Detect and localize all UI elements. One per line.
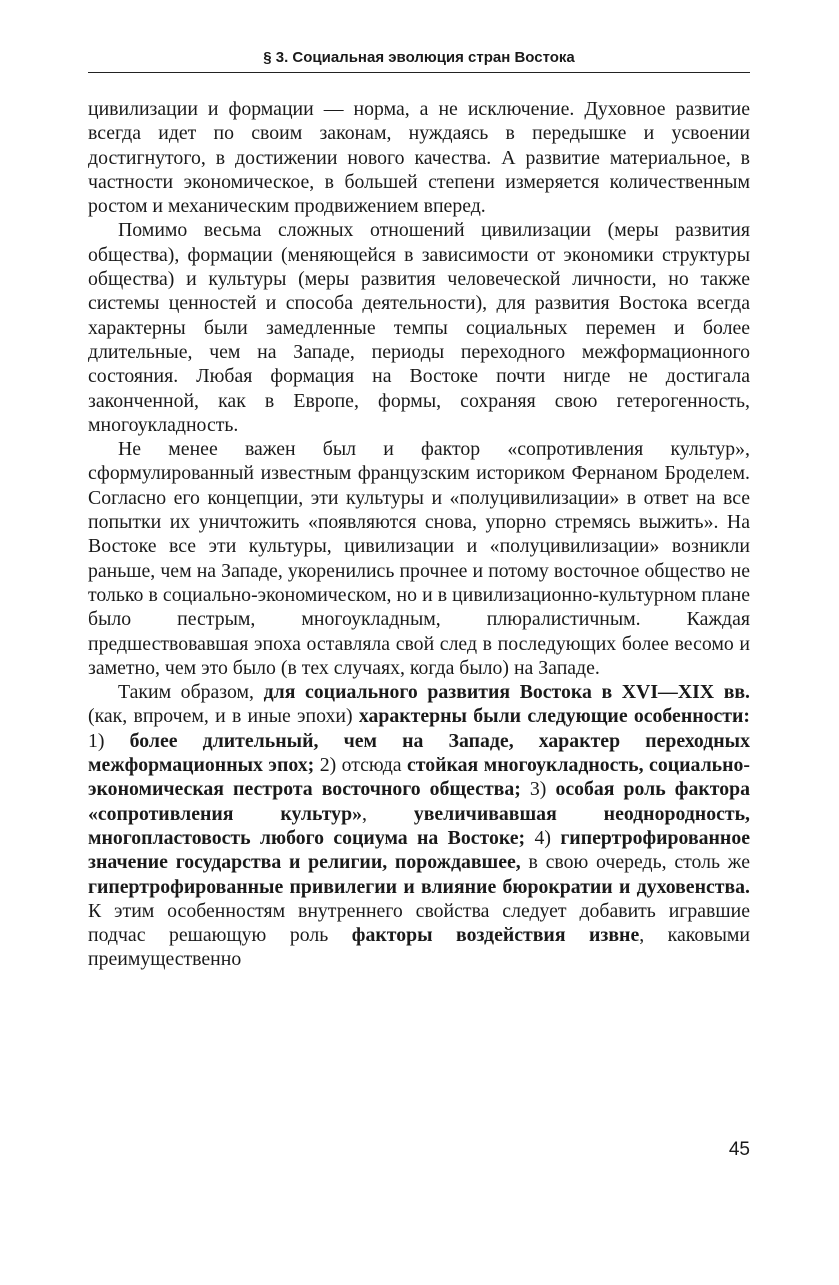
p4-text-9: К этим особенностям внутреннего свойства следует добавить игравшие подчас решающую роль (88, 899, 750, 947)
p4-text-3: 1) (88, 729, 130, 752)
header-rule (88, 72, 750, 73)
paragraph-1: цивилизации и формации — норма, а не исключение. Духовное развитие всегда идет по своим законам, нуждаясь в передышке и усвоении достигнутого, в достижении нового качества. А развитие материальное, в частности экономическое, в большей степени измеряется количественным ростом и механическим продвижением вперед. (88, 98, 750, 218)
p4-bold-1: для социального развития Востока в XVI—XIX вв. (263, 681, 751, 704)
p4-text-4: 2) отсюда (314, 754, 408, 777)
p4-bold-8: гипертрофированные привилегии и влияние бюрократии и духовенства. (88, 875, 750, 898)
p4-bold-3: более длительный, чем на Западе, характер переходных межформационных эпох; (88, 729, 750, 777)
page-number: 45 (728, 1139, 750, 1160)
p4-bold-5: особая роль фактора «сопротивления культур» (88, 778, 750, 825)
p4-bold-6: увеличивавшая неоднородность, многопластовость любого социума на Востоке; (88, 802, 750, 849)
p4-text-2: (как, впрочем, и в иные эпохи) (88, 705, 359, 728)
p4-bold-7: гипертрофированное значение государства и религии, порождавшее, (88, 826, 750, 874)
body-text (88, 97, 750, 972)
p4-bold-9: факторы воздействия извне (351, 924, 640, 947)
p4-text-5: 3) (520, 778, 556, 801)
p4-bold-4: стойкая многоукладность, социально-экономическая пестрота восточного общества; (88, 754, 751, 801)
p4-text-6: , (361, 802, 414, 825)
p4-text-7: 4) (525, 826, 561, 849)
p4-bold-2: характерны были следующие особенности: (358, 705, 751, 728)
p4-text-8: в свою очередь, столь же (520, 851, 750, 874)
paragraph-3: Не менее важен был и фактор «сопротивления культур», сформулированный известным французским историком Фернаном Броделем. Согласно его концепции, эти культуры и «полуцивилизации» в ответ на все попытки их уничтожить «появляются снова, упорно стремясь выжить». На Востоке все эти культуры, цивилизации и «полуцивилизации» возникли раньше, чем на Западе, укоренились прочнее и потому восточное общество не только в социально-экономическом, но и в цивилизационно-культурном плане было пестрым, многоукладным, плюралистичным. Каждая предшествовавшая эпоха оставляла свой след в последующих более весомо и заметно, чем это было (в тех случаях, когда было) на Западе. (88, 438, 750, 679)
running-header: § 3. Социальная эволюция стран Востока (263, 49, 575, 66)
p4-text-10: , каковыми преимущественно (88, 924, 751, 971)
paragraph-2: Помимо весьма сложных отношений цивилизации (меры развития общества), формации (меняющейся в зависимости от экономики структуры общества) и культуры (меры развития человеческой личности, но также системы ценностей и способа деятельности), для развития Востока всегда характерны были замедленные темпы социальных перемен и более длительные, чем на Западе, периоды переходного межформационного состояния. Любая формация на Востоке почти нигде не достигала законченной, как в Европе, формы, сохраняя свою гетерогенность, многоукладность. (88, 219, 750, 436)
p4-text-1: Таким образом, (118, 681, 264, 704)
paragraph-4 (88, 680, 750, 972)
